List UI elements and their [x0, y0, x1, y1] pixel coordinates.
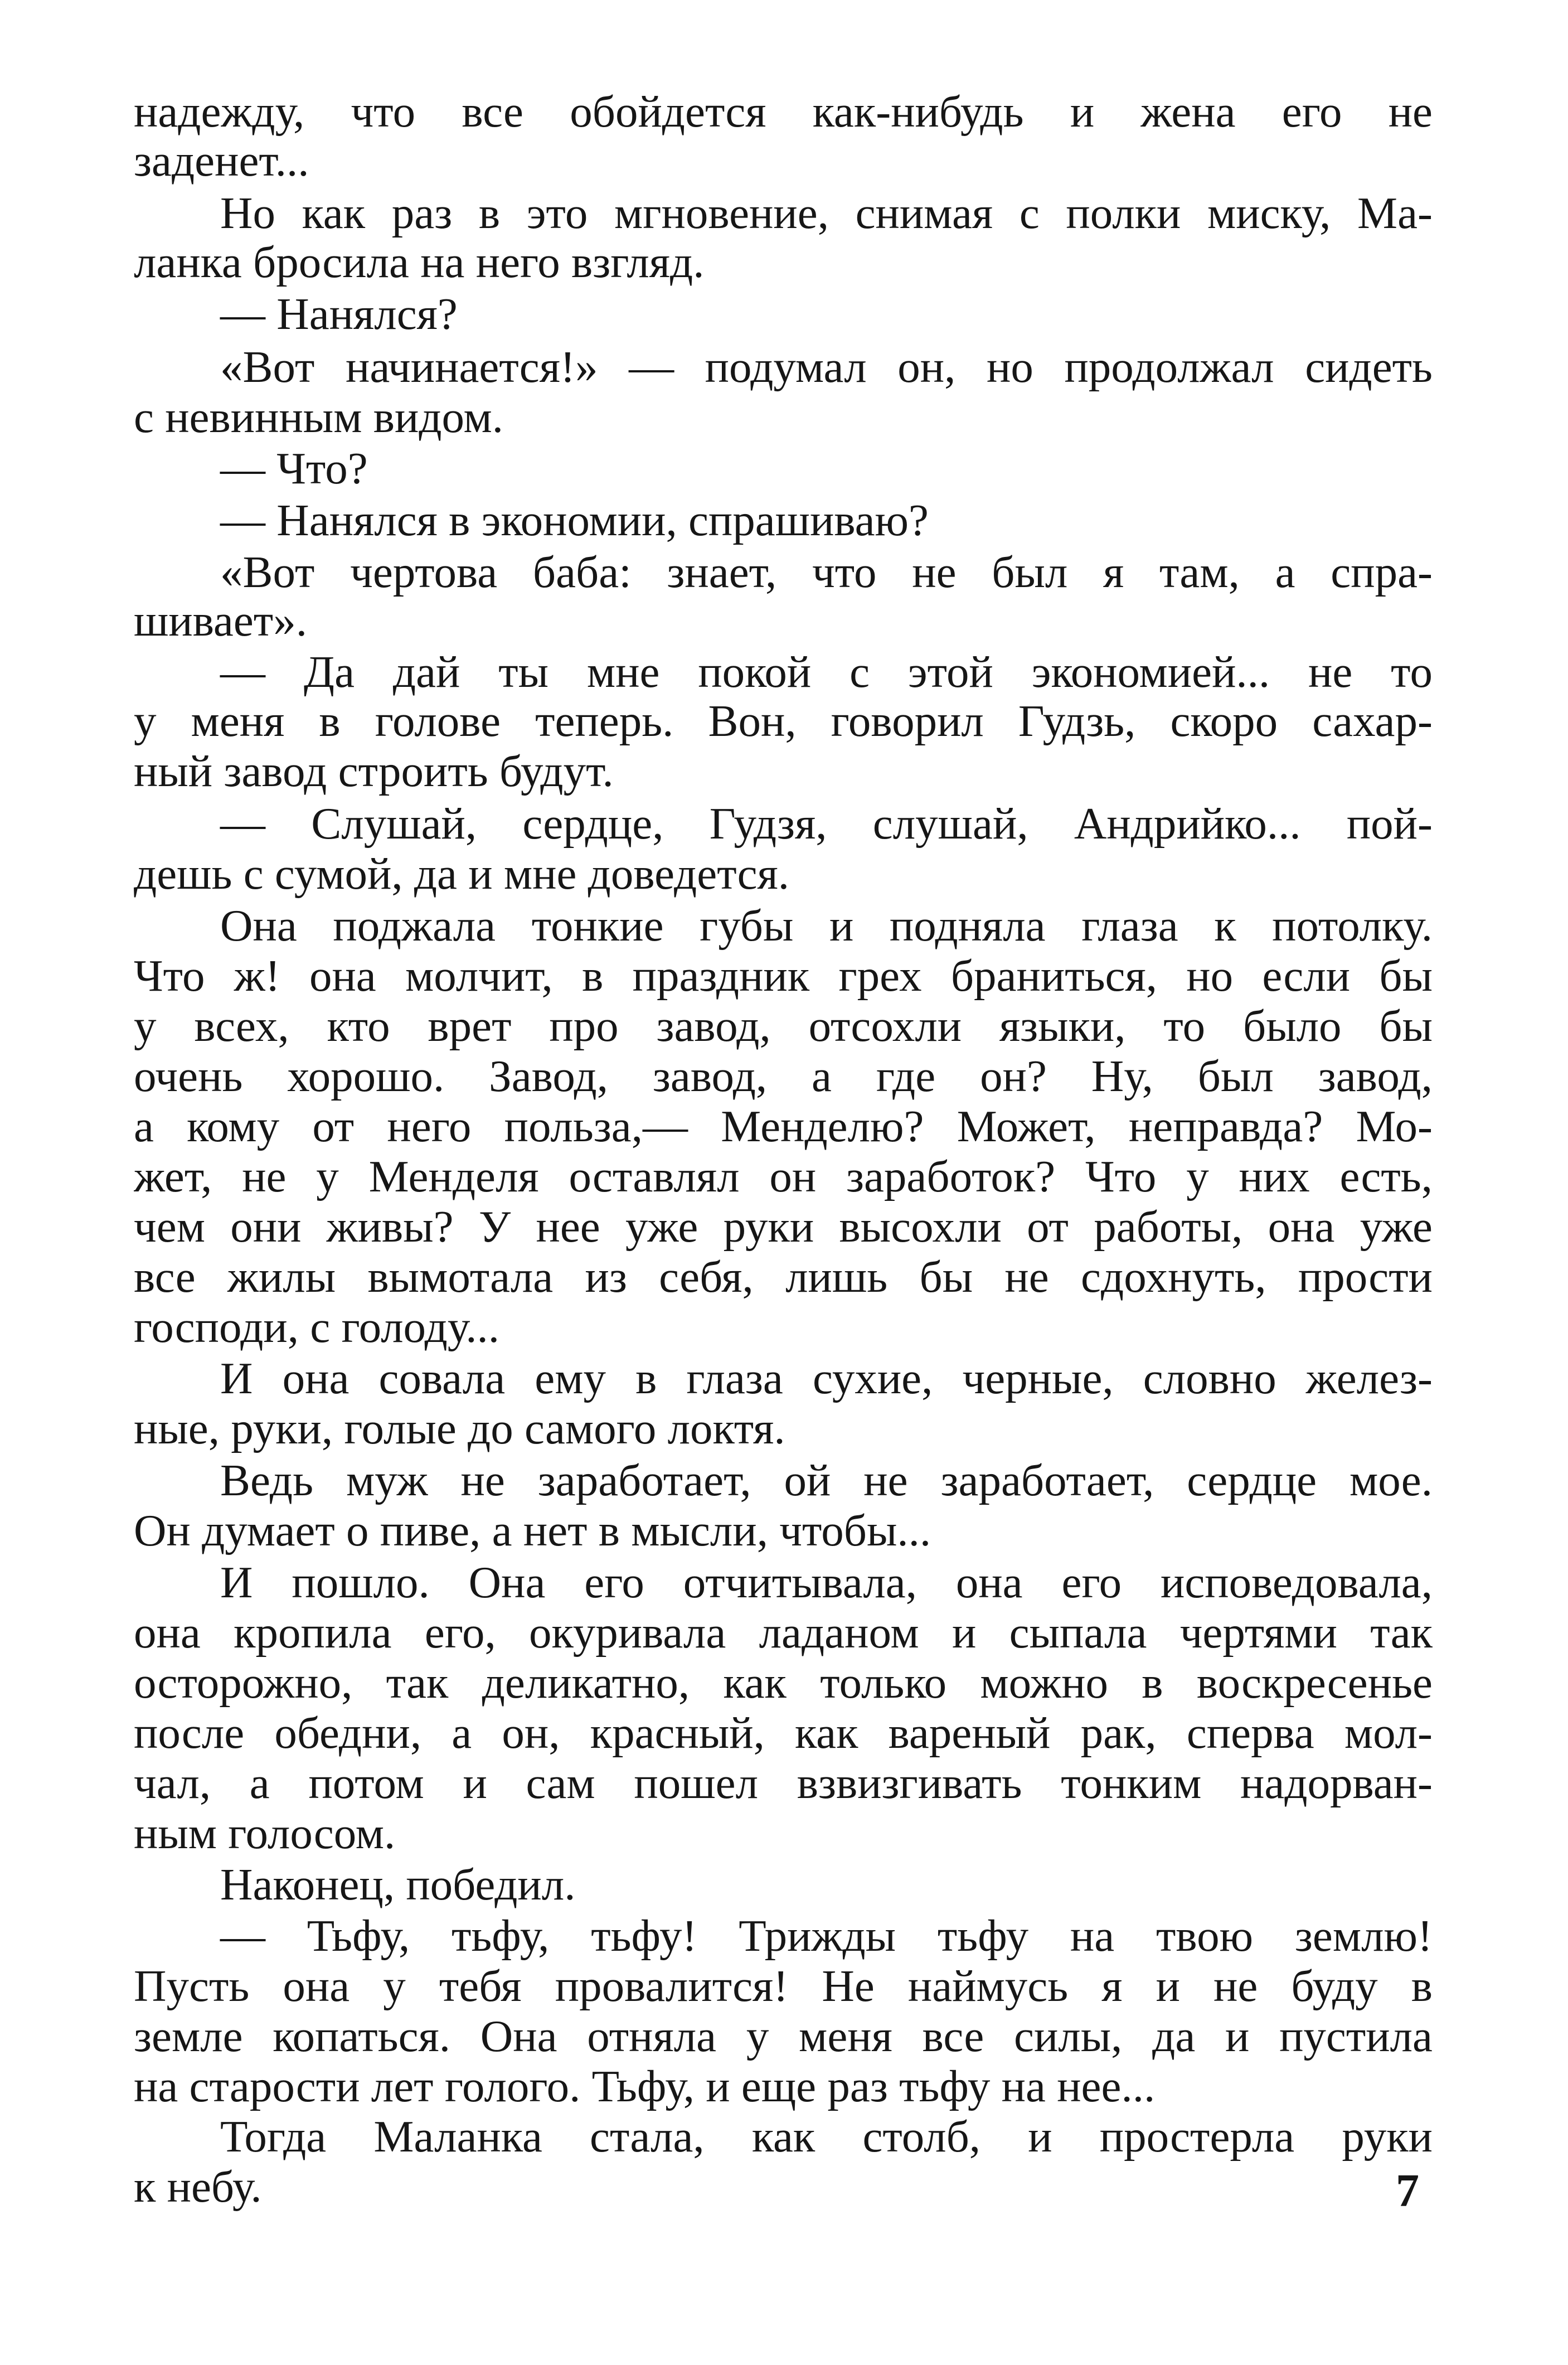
text-line: дешь с сумой, да и мне доведется. [134, 849, 790, 899]
text-line: Тогда Маланка стала, как столб, и простерла руки [220, 2111, 1433, 2162]
text-line: И она совала ему в глаза сухие, черные, словно желез- [220, 1353, 1433, 1403]
text-line: Она поджала тонкие губы и подняла глаза к потолку. [220, 900, 1433, 951]
text-line: Но как раз в это мгновение, снимая с полки миску, Ма- [220, 188, 1433, 238]
text-line: жет, не у Менделя оставлял он заработок? Что у них есть, [134, 1151, 1433, 1201]
text-line: — Слушай, сердце, Гудзя, слушай, Андрийко... пой- [220, 798, 1433, 849]
text-line: «Вот начинается!» — подумал он, но продолжал сидеть [220, 342, 1433, 392]
text-line: господи, с голоду... [134, 1302, 500, 1352]
text-line: — Да дай ты мне покой с этой экономией... не то [220, 647, 1433, 697]
text-line: — Нанялся? [220, 289, 458, 339]
text-line: у всех, кто врет про завод, отсохли языки, то было бы [134, 1001, 1433, 1051]
text-line: шивает». [134, 595, 307, 646]
text-line: — Нанялся в экономии, спрашиваю? [220, 495, 929, 545]
page-number: 7 [1396, 2165, 1419, 2217]
text-line: заденет... [134, 135, 309, 186]
text-line: ные, руки, голые до самого локтя. [134, 1403, 785, 1453]
text-line: ланка бросила на него взгляд. [134, 237, 705, 287]
text-line: на старости лет голого. Тьфу, и еще раз тьфу на нее... [134, 2061, 1156, 2111]
text-line: чал, а потом и сам пошел взвизгивать тонким надорван- [134, 1758, 1433, 1808]
text-line: Он думает о пиве, а нет в мысли, чтобы... [134, 1505, 931, 1555]
text-line: — Тьфу, тьфу, тьфу! Трижды тьфу на твою землю! [220, 1911, 1433, 1961]
text-line: земле копаться. Она отняла у меня все силы, да и пустила [134, 2011, 1433, 2061]
text-line: чем они живы? У нее уже руки высохли от работы, она уже [134, 1201, 1433, 1252]
text-line: Ведь муж не заработает, ой не заработает, сердце мое. [220, 1455, 1433, 1505]
text-line: Наконец, победил. [220, 1859, 576, 1910]
book-page [134, 84, 1433, 2258]
text-line: — Что? [220, 443, 368, 493]
text-line: Что ж! она молчит, в праздник грех браниться, но если бы [134, 951, 1433, 1001]
text-line: ным голосом. [134, 1808, 396, 1858]
text-line: очень хорошо. Завод, завод, а где он? Ну, был завод, [134, 1051, 1433, 1101]
text-line: после обедни, а он, красный, как вареный рак, сперва мол- [134, 1708, 1433, 1758]
text-line: она кропила его, окуривала ладаном и сыпала чертями так [134, 1607, 1433, 1658]
text-line: ный завод строить будут. [134, 746, 614, 796]
text-line: а кому от него польза,— Менделю? Может, неправда? Мо- [134, 1101, 1433, 1151]
text-line: все жилы вымотала из себя, лишь бы не сдохнуть, прости [134, 1252, 1433, 1302]
text-line: у меня в голове теперь. Вон, говорил Гудзь, скоро сахар- [134, 696, 1433, 746]
text-line: к небу. [134, 2162, 262, 2212]
text-line: И пошло. Она его отчитывала, она его исповедовала, [220, 1557, 1433, 1607]
text-line: надежду, что все обойдется как-нибудь и жена его не [134, 86, 1433, 137]
text-line: Пусть она у тебя провалится! Не наймусь я и не буду в [134, 1961, 1433, 2011]
text-line: с невинным видом. [134, 392, 503, 442]
text-line: «Вот чертова баба: знает, что не был я там, а спра- [220, 547, 1433, 597]
text-line: осторожно, так деликатно, как только можно в воскресенье [134, 1658, 1433, 1708]
